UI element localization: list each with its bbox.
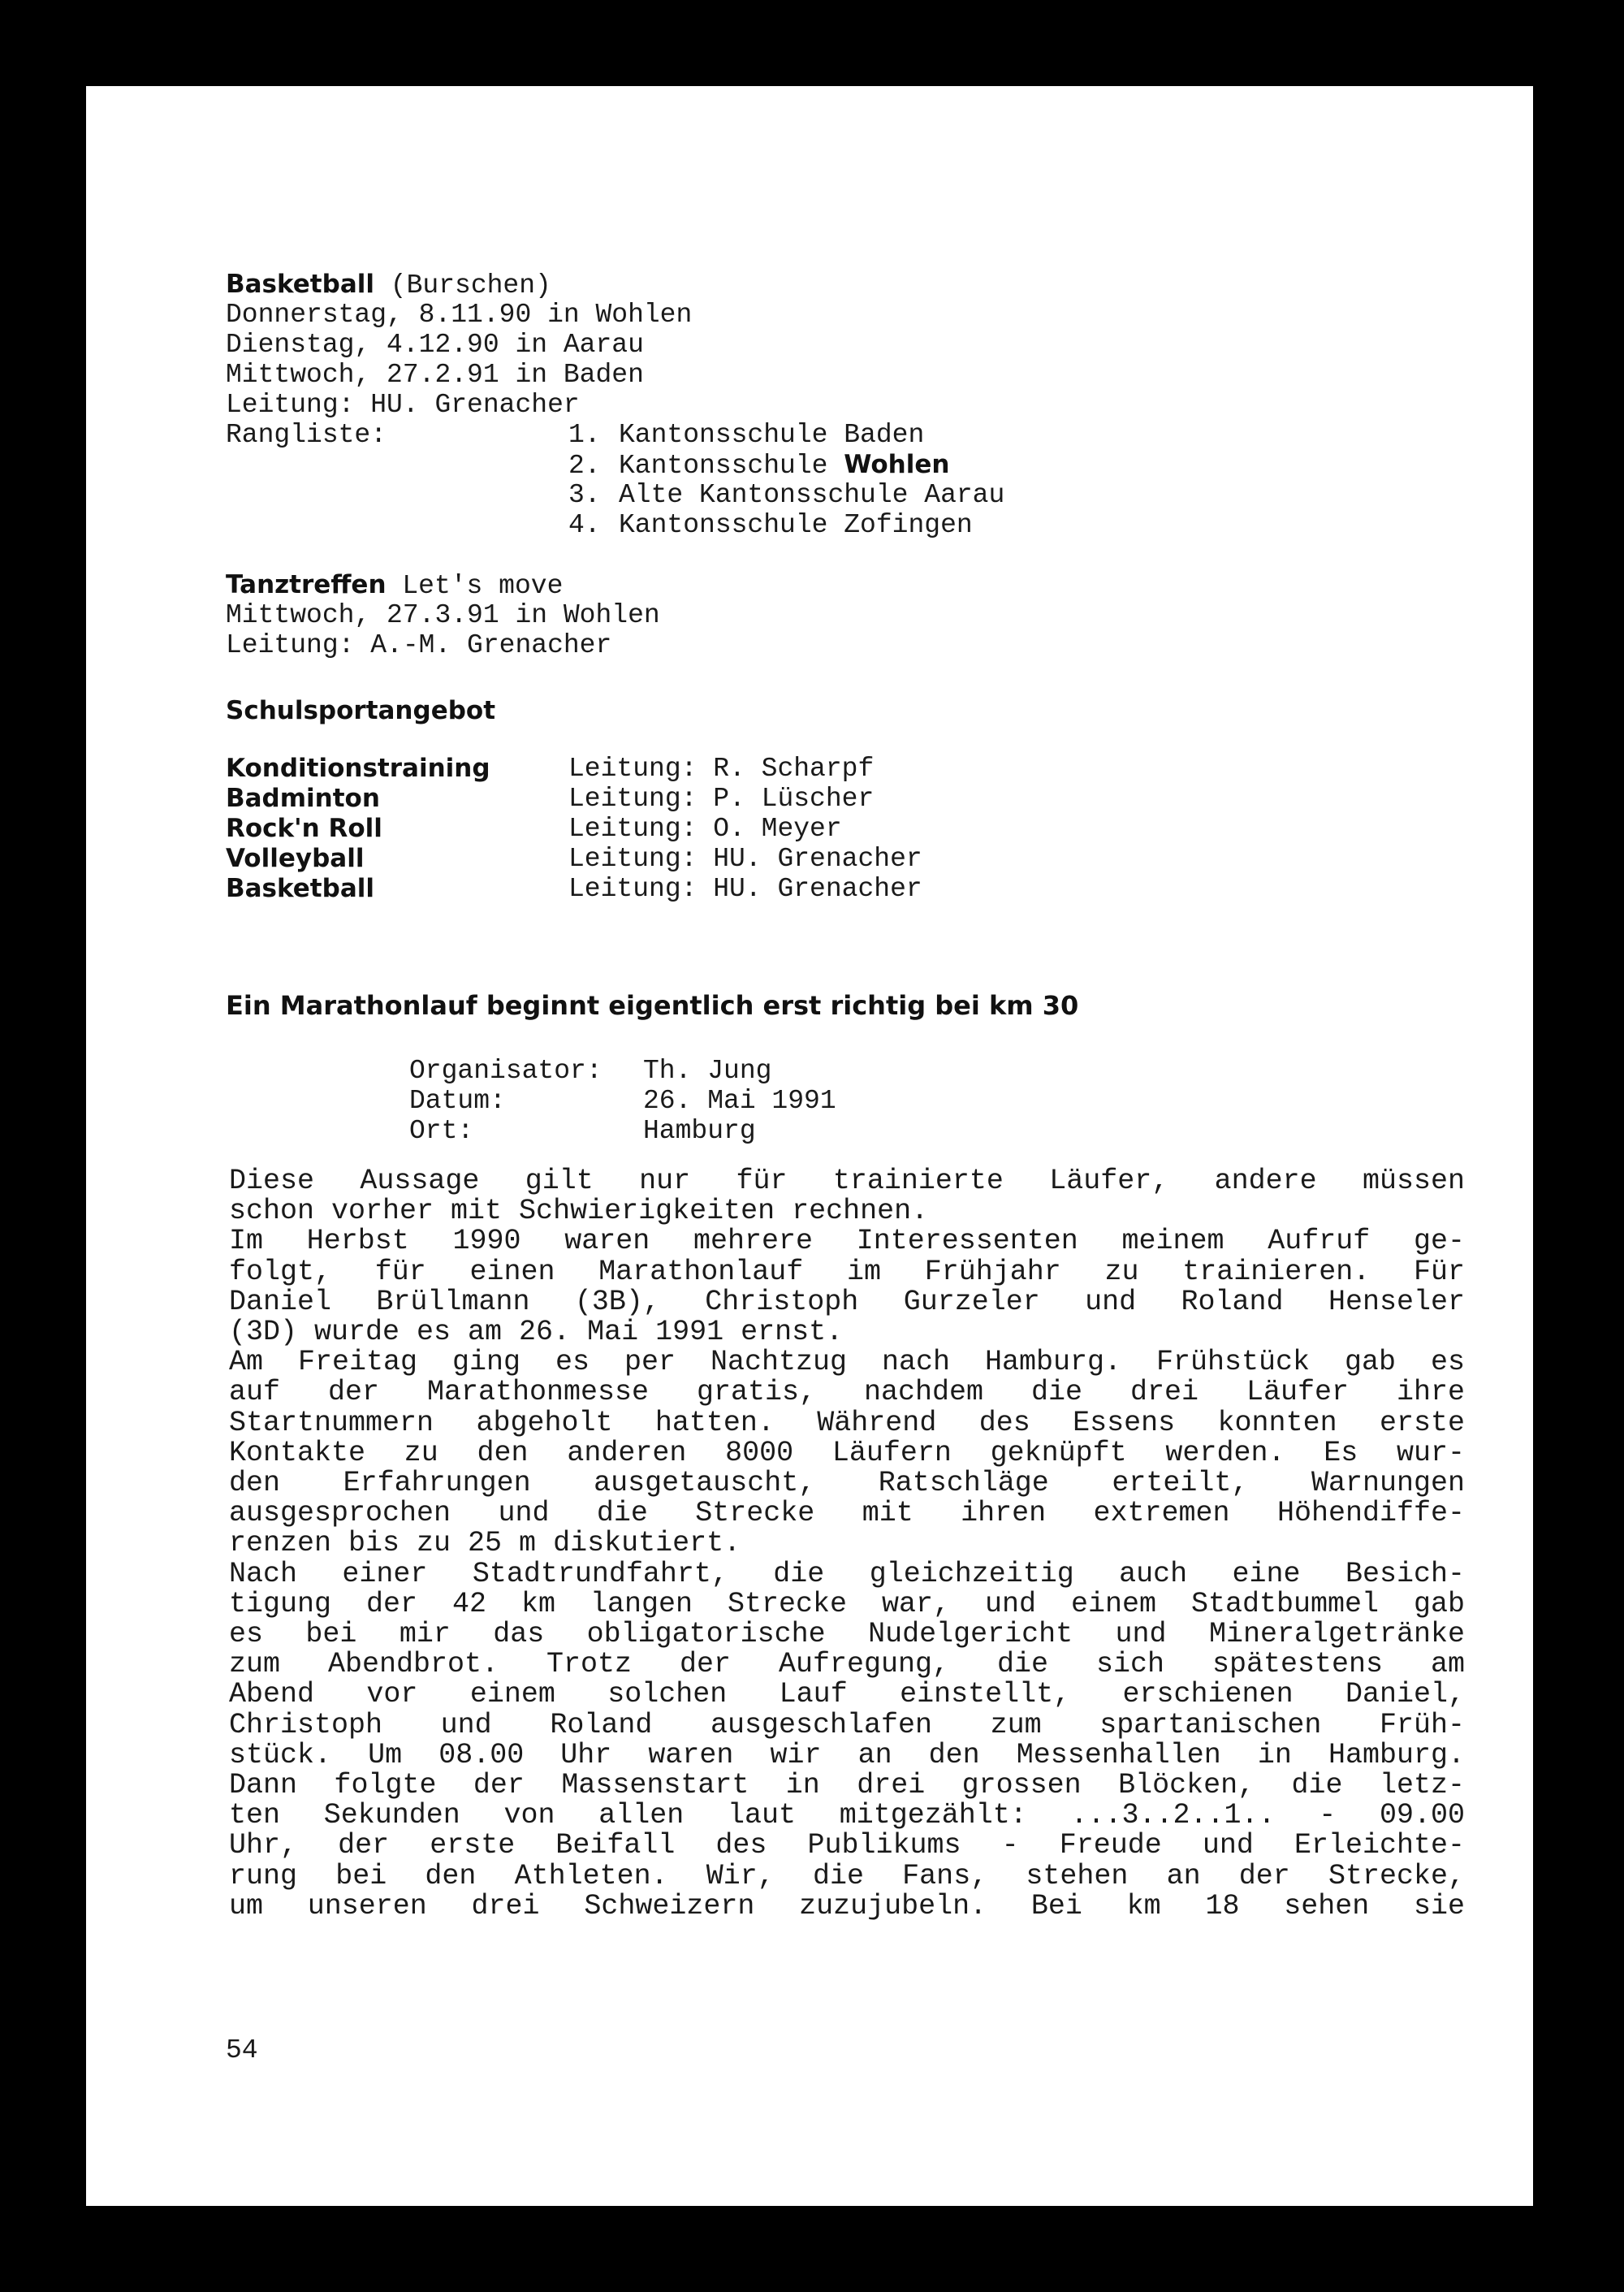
marathon-details-values — [643, 1056, 836, 1146]
sport-leitung: Leitung: P. Lüscher — [568, 784, 875, 814]
rank-item — [568, 450, 1004, 480]
document-page — [86, 86, 1533, 2206]
rangliste — [568, 420, 1004, 540]
body-line: auf der Marathonmesse gratis, nachdem die drei Läufer ihre — [229, 1376, 1465, 1409]
body-line: ausgesprochen und die Strecke mit ihren extremen Höhendiffe- — [229, 1497, 1465, 1530]
body-line: Uhr, der erste Beifall des Publikums - Freude und Erleichte- — [229, 1829, 1465, 1862]
sport-name: Basketball — [226, 874, 374, 903]
detail-label: Organisator: — [409, 1056, 603, 1086]
body-line: Dann folgte der Massenstart in drei grossen Blöcken, die letz- — [229, 1769, 1465, 1802]
detail-label: Datum: — [409, 1086, 506, 1116]
sport-leitung: Leitung: R. Scharpf — [568, 754, 875, 784]
rank-text: Kantonsschule Zofingen — [619, 510, 973, 540]
body-line: Diese Aussage gilt nur für trainierte Läufer, andere müssen — [229, 1165, 1465, 1197]
page-number: 54 — [226, 2035, 258, 2065]
sport-name: Konditionstraining — [226, 754, 490, 783]
rank-number: 2. — [568, 451, 601, 481]
basketball-leitung: Leitung: HU. Grenacher — [226, 390, 580, 420]
body-line: Im Herbst 1990 waren mehrere Interessenten meinem Aufruf ge- — [229, 1225, 1465, 1258]
rank-number: 3. — [568, 480, 601, 510]
marathon-details-labels — [409, 1056, 603, 1146]
sport-name: Volleyball — [226, 844, 365, 873]
body-line: um unseren drei Schweizern zuzujubeln. Bei km 18 sehen sie — [229, 1889, 1465, 1922]
tanz-section — [226, 570, 660, 660]
tanz-title-rest: Let's move — [386, 571, 564, 601]
rank-number: 4. — [568, 510, 601, 540]
body-line: Daniel Brüllmann (3B), Christoph Gurzeler und Roland Henseler — [229, 1285, 1465, 1318]
body-line: zum Abendbrot. Trotz der Aufregung, die sich spätestens am — [229, 1648, 1465, 1681]
body-line: Kontakte zu den anderen 8000 Läufern geknüpft werden. Es wur- — [229, 1436, 1465, 1469]
rangliste-label: Rangliste: — [226, 420, 387, 450]
body-line: es bei mir das obligatorische Nudelgericht und Mineralgetränke — [229, 1618, 1465, 1651]
body-line: Christoph und Roland ausgeschlafen zum spartanischen Früh- — [229, 1708, 1465, 1741]
sport-name: Rock'n Roll — [226, 814, 382, 843]
tanz-leitung: Leitung: A.-M. Grenacher — [226, 630, 612, 660]
body-line: Abend vor einem solchen Lauf einstellt, erschienen Daniel, — [229, 1678, 1465, 1711]
tanz-date: Mittwoch, 27.3.91 in Wohlen — [226, 600, 660, 630]
body-line: Nach einer Stadtrundfahrt, die gleichzeitig auch eine Besich- — [229, 1557, 1465, 1590]
body-line: (3D) wurde es am 26. Mai 1991 ernst. — [229, 1316, 844, 1349]
sport-leitung: Leitung: O. Meyer — [568, 814, 842, 844]
detail-value: Th. Jung — [643, 1056, 772, 1086]
rank-item — [568, 510, 1004, 540]
sport-leitung: Leitung: HU. Grenacher — [568, 844, 922, 874]
detail-value: 26. Mai 1991 — [643, 1086, 836, 1116]
body-line: Am Freitag ging es per Nachtzug nach Hamburg. Frühstück gab es — [229, 1346, 1465, 1379]
body-line: schon vorher mit Schwierigkeiten rechnen. — [229, 1195, 929, 1228]
tanz-title — [226, 570, 660, 600]
basketball-title-rest: (Burschen) — [374, 270, 551, 301]
body-line: ten Sekunden von allen laut mitgezählt: ...3..2..1.. - 09.00 — [229, 1799, 1465, 1832]
rank-item — [568, 420, 1004, 450]
rank-item — [568, 480, 1004, 510]
body-line: folgt, für einen Marathonlauf im Frühjahr zu trainieren. Für — [229, 1255, 1465, 1288]
basketball-date: Mittwoch, 27.2.91 in Baden — [226, 360, 644, 390]
tanz-title-bold: Tanztreffen — [226, 570, 387, 599]
sport-leitung: Leitung: HU. Grenacher — [568, 874, 922, 904]
rank-text: Alte Kantonsschule Aarau — [619, 480, 1005, 510]
rank-number: 1. — [568, 420, 601, 450]
schulsport-leitung — [568, 754, 922, 904]
detail-label: Ort: — [409, 1116, 474, 1146]
marathon-heading: Ein Marathonlauf beginnt eigentlich erst richtig bei km 30 — [226, 990, 1079, 1021]
rank-text: Kantonsschule Baden — [619, 420, 925, 450]
body-line: stück. Um 08.00 Uhr waren wir an den Messenhallen in Hamburg. — [229, 1738, 1465, 1771]
body-line: renzen bis zu 25 m diskutiert. — [229, 1527, 741, 1560]
basketball-date: Donnerstag, 8.11.90 in Wohlen — [226, 300, 693, 330]
rank-text: Kantonsschule — [619, 451, 844, 481]
basketball-date: Dienstag, 4.12.90 in Aarau — [226, 330, 644, 360]
rank-text-bold: Wohlen — [844, 450, 950, 479]
schulsport-names — [226, 754, 490, 904]
detail-value: Hamburg — [643, 1116, 756, 1146]
basketball-title-bold: Basketball — [226, 270, 374, 299]
schulsport-heading: Schulsportangebot — [226, 696, 496, 725]
body-line: tigung der 42 km langen Strecke war, und einem Stadtbummel gab — [229, 1587, 1465, 1620]
sport-name: Badminton — [226, 784, 380, 813]
body-line: rung bei den Athleten. Wir, die Fans, stehen an der Strecke, — [229, 1859, 1465, 1892]
marathon-body — [229, 1166, 1465, 1922]
body-line: Startnummern abgeholt hatten. Während des Essens konnten erste — [229, 1406, 1465, 1439]
basketball-title — [226, 270, 692, 300]
body-line: den Erfahrungen ausgetauscht, Ratschläge erteilt, Warnungen — [229, 1467, 1465, 1500]
